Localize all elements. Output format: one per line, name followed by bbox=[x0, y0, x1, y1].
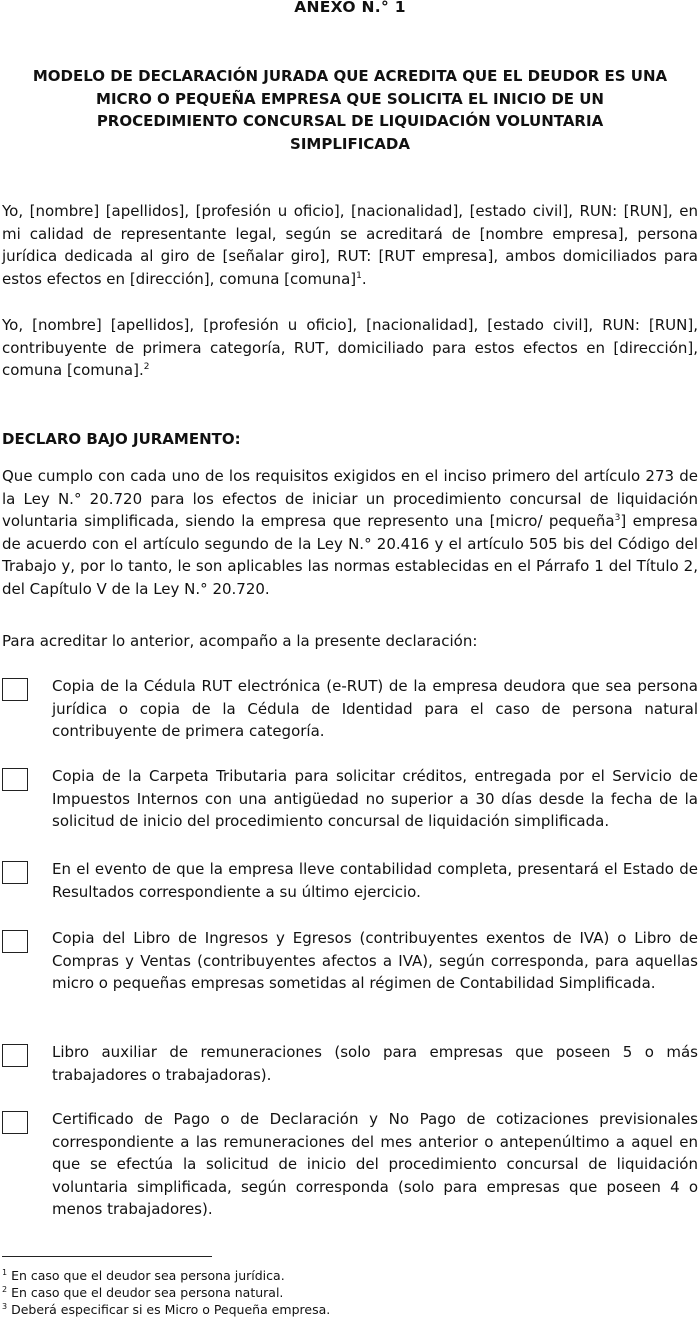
declaration-paragraph bbox=[2, 465, 698, 601]
footnote-number: 1 bbox=[2, 1267, 8, 1277]
checklist-item-text: Certificado de Pago o de Declaración y No Pago de cotizaciones previsionales correspondiente a las remuneraciones del mes anterior o antepenúltimo a aquel en que se efectúa la solicitud de inicio del procedimiento concursal de liquidación voluntaria simplificada, según corresponda (solo para empresas que poseen 4 o menos trabajadores). bbox=[52, 1110, 698, 1219]
footnote-text: En caso que el deudor sea persona jurídica. bbox=[7, 1268, 285, 1283]
declaration-text-part2: ] empresa de acuerdo con el artículo segundo de la Ley N.° 20.416 y el artículo 505 bis del Código del Trabajo y, por lo tanto, le son aplicables las normas establecidas en el Párrafo 1 del Título 2, del Capítulo V de la Ley N.° 20.720. bbox=[2, 512, 699, 598]
checkbox[interactable] bbox=[2, 861, 28, 884]
footnote-ref-2: 2 bbox=[143, 362, 150, 373]
checkbox[interactable] bbox=[2, 1044, 28, 1067]
checklist-item-text: Copia de la Cédula RUT electrónica (e-RUT) de la empresa deudora que sea persona jurídica o copia de la Cédula de Identidad para el caso de persona natural contribuyente de primera categoría. bbox=[52, 677, 698, 741]
checkbox[interactable] bbox=[2, 930, 28, 953]
title-line: MODELO DE DECLARACIÓN JURADA QUE ACREDITA QUE EL DEUDOR ES UNA bbox=[32, 67, 668, 85]
footnote-text: En caso que el deudor sea persona natural. bbox=[7, 1285, 284, 1300]
footnote-text: Deberá especificar si es Micro o Pequeña empresa. bbox=[7, 1302, 331, 1317]
checklist-item-text: En el evento de que la empresa lleve contabilidad completa, presentará el Estado de Resultados correspondiente a su último ejercicio. bbox=[52, 860, 698, 901]
footnote bbox=[2, 1284, 698, 1301]
declaration-heading: DECLARO BAJO JURAMENTO: bbox=[2, 430, 241, 448]
footnote-separator bbox=[2, 1256, 212, 1257]
document-title bbox=[0, 65, 700, 155]
footnote bbox=[2, 1267, 698, 1284]
title-line: MICRO O PEQUEÑA EMPRESA QUE SOLICITA EL INICIO DE UN bbox=[96, 89, 604, 108]
paragraph-end: . bbox=[361, 269, 367, 288]
paragraph-text: Yo, [nombre] [apellidos], [profesión u oficio], [nacionalidad], [estado civil], RUN: [RUN], contribuyente de primera categoría, RUT, domiciliado para estos efectos en [dirección], comuna [comuna]. bbox=[2, 316, 698, 380]
checkbox[interactable] bbox=[2, 678, 28, 701]
footnotes bbox=[2, 1267, 698, 1318]
title-line: SIMPLIFICADA bbox=[290, 134, 410, 153]
checklist-item-text: Copia de la Carpeta Tributaria para solicitar créditos, entregada por el Servicio de Impuestos Internos con una antigüedad no superior a 30 días desde la fecha de la solicitud de inicio del procedimiento concursal de liquidación simplificada. bbox=[52, 767, 698, 831]
legal-entity-paragraph bbox=[2, 200, 698, 290]
footnote-number: 2 bbox=[2, 1284, 8, 1294]
attachments-intro: Para acreditar lo anterior, acompaño a la presente declaración: bbox=[2, 632, 478, 650]
paragraph-text: Yo, [nombre] [apellidos], [profesión u oficio], [nacionalidad], [estado civil], RUN: [RUN], en mi calidad de representante legal, según se acreditará de [nombre empresa], persona jurídica dedicada al giro de [señalar giro], RUT: [RUT empresa], ambos domiciliados para estos efectos en [dirección], comuna [comuna] bbox=[2, 202, 698, 288]
checklist-item-text: Libro auxiliar de remuneraciones (solo para empresas que poseen 5 o más trabajadores o trabajadoras). bbox=[52, 1043, 698, 1084]
footnote-ref-1: 1 bbox=[356, 270, 362, 281]
footnote bbox=[2, 1301, 698, 1318]
title-line: PROCEDIMIENTO CONCURSAL DE LIQUIDACIÓN VOLUNTARIA bbox=[96, 112, 604, 130]
checkbox[interactable] bbox=[2, 768, 28, 791]
annex-label: ANEXO N.° 1 bbox=[294, 0, 406, 16]
declaration-text-part1: Que cumplo con cada uno de los requisitos exigidos en el inciso primero del artículo 273 de la Ley N.° 20.720 para los efectos de iniciar un procedimiento concursal de liquidación voluntaria simplificada, siendo la empresa que represento una [micro/ pequeña bbox=[2, 467, 698, 531]
footnote-ref-3: 3 bbox=[614, 513, 621, 524]
checklist-item-text: Copia del Libro de Ingresos y Egresos (contribuyentes exentos de IVA) o Libro de Compras y Ventas (contribuyentes afectos a IVA), según corresponda, para aquellas micro o pequeñas empresas sometidas al régimen de Contabilidad Simplificada. bbox=[52, 929, 698, 993]
natural-person-paragraph bbox=[2, 314, 698, 382]
footnote-number: 3 bbox=[2, 1301, 8, 1311]
checkbox[interactable] bbox=[2, 1111, 28, 1134]
